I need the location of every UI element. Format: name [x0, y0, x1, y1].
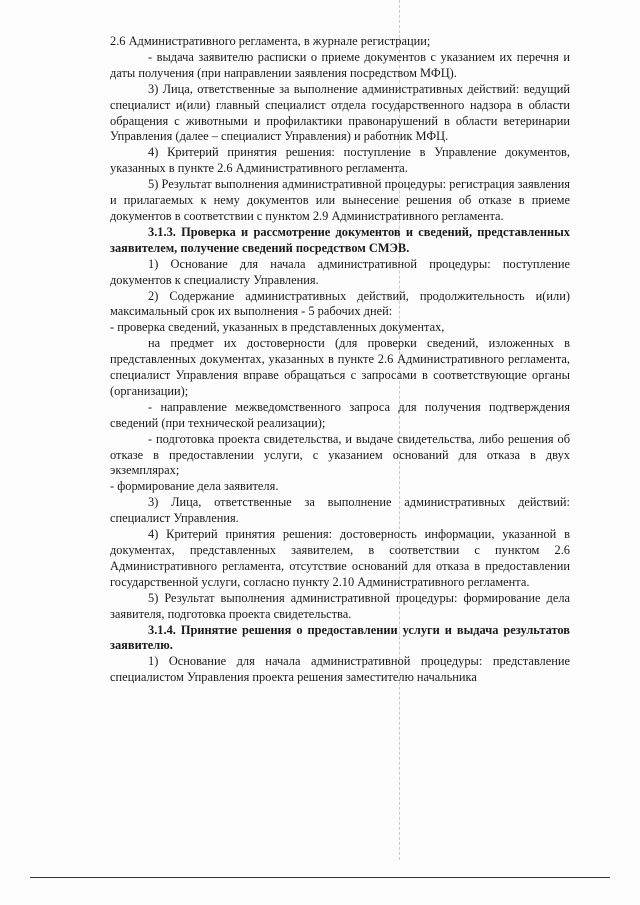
- paragraph-receipt-item: - выдача заявителю расписки о приеме документов с указанием их перечня и даты получения (при направлении заявления посредством МФЦ).: [110, 49, 570, 80]
- paragraph-decision-criterion: 4) Критерий принятия решения: поступление в Управление документов, указанных в пункте 2.6 Административного регламента.: [110, 145, 570, 176]
- paragraph-procedure-basis: 1) Основание для начала административной процедуры: поступление документов к специалисту Управления.: [110, 256, 570, 287]
- list-item-draft-certificate: - подготовка проекта свидетельства, и выдаче свидетельства, либо решения об отказе в предоставлении услуги, с указанием оснований для отказа в двух экземплярах;: [110, 431, 570, 478]
- paragraph-responsible-specialist: 3) Лица, ответственные за выполнение административных действий: специалист Управления.: [110, 495, 570, 526]
- bottom-divider: [30, 877, 610, 878]
- list-item-case-formation: - формирование дела заявителя.: [110, 479, 279, 494]
- section-heading-3-1-3: 3.1.3. Проверка и рассмотрение документов и сведений, представленных заявителем, получение сведений посредством СМЭВ.: [110, 224, 570, 255]
- paragraph-responsible-persons: 3) Лица, ответственные за выполнение административных действий: ведущий специалист и(или) главный специалист отдела государственного надзора в области обращения с животными и профилактики правонарушений в области ветеринарии Управления (далее – специалист Управления) и работник МФЦ.: [110, 81, 570, 144]
- paragraph-basis-decision: 1) Основание для начала административной процедуры: представление специалистом Управления проекта решения заместителю начальника: [110, 654, 570, 685]
- paragraph-actions-content: 2) Содержание административных действий, продолжительность и(или) максимальный срок их выполнения - 5 рабочих дней:: [110, 288, 570, 319]
- list-item-check-info: - проверка сведений, указанных в представленных документах,: [110, 320, 445, 335]
- paragraph-criterion-reliability: 4) Критерий принятия решения: достоверность информации, указанной в документах, представленных заявителем, в соответствии с пунктом 2.6 Административного регламента, отсутствие оснований для отказа в предоставлении государственной услуги, согласно пункту 2.10 Административного регламента.: [110, 527, 570, 589]
- paragraph-procedure-result: 5) Результат выполнения административной процедуры: регистрация заявления и прилагаемых к нему документов или вынесение решения об отказе в приеме документов в соответствии с пунктом 2.9 Административного регламента.: [110, 177, 570, 223]
- paragraph-result-case: 5) Результат выполнения административной процедуры: формирование дела заявителя, подготовка проекта свидетельства.: [110, 590, 570, 621]
- document-body: [110, 34, 570, 686]
- paragraph-reliability-check: на предмет их достоверности (для проверки сведений, изложенных в представленных документах, указанных в пункте 2.6 Административного регламента, специалист Управления вправе обращаться с запросами в соответствующие органы (организации);: [110, 336, 570, 398]
- list-item-interagency-request: - направление межведомственного запроса для получения подтверждения сведений (при технической реализации);: [110, 399, 570, 430]
- section-heading-3-1-4: 3.1.4. Принятие решения о предоставлении услуги и выдача результатов заявителю.: [110, 622, 570, 653]
- paragraph-continuation: 2.6 Административного регламента, в журнале регистрации;: [110, 34, 431, 48]
